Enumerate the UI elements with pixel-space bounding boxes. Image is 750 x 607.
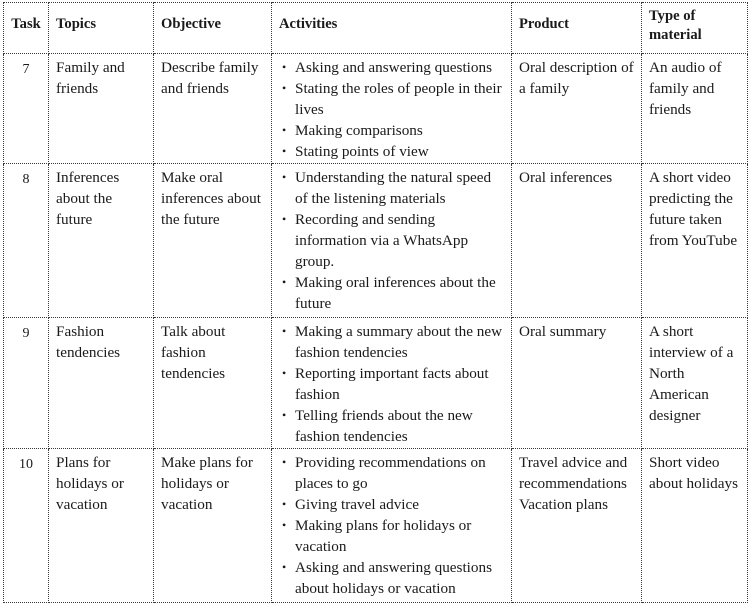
activity-item: • Stating points of view	[279, 141, 505, 162]
table-row	[4, 164, 748, 318]
product-line: Vacation plans	[519, 496, 608, 513]
table-row	[4, 449, 748, 603]
objective-cell: Make oral inferences about the future	[154, 164, 272, 318]
task-table	[3, 2, 748, 603]
header-topics: Topics	[49, 3, 154, 54]
product-line: Travel advice and recommendations	[519, 454, 628, 492]
material-cell: A short video predicting the future taken from YouTube	[642, 164, 748, 318]
task-number: 7	[4, 54, 49, 164]
header-activities: Activities	[272, 3, 512, 54]
header-task: Task	[4, 3, 49, 54]
topic-cell: Fashion tendencies	[49, 318, 154, 449]
product-line: Oral description of a family	[519, 59, 634, 97]
header-product: Product	[512, 3, 642, 54]
material-cell: An audio of family and friends	[642, 54, 748, 164]
topic-cell: Family and friends	[49, 54, 154, 164]
activities-cell	[272, 449, 512, 603]
objective-cell: Describe family and friends	[154, 54, 272, 164]
objective-cell: Make plans for holidays or vacation	[154, 449, 272, 603]
activity-item: • Reporting important facts about fashion	[279, 363, 505, 405]
topic-cell: Plans for holidays or vacation	[49, 449, 154, 603]
activity-item: • Making oral inferences about the future	[279, 272, 505, 314]
topic-cell: Inferences about the future	[49, 164, 154, 318]
activities-list	[279, 321, 505, 447]
activities-list	[279, 57, 505, 162]
activities-cell	[272, 54, 512, 164]
task-number: 10	[4, 449, 49, 603]
activity-item: • Telling friends about the new fashion tendencies	[279, 405, 505, 447]
objective-cell: Talk about fashion tendencies	[154, 318, 272, 449]
activity-item: • Making a summary about the new fashion tendencies	[279, 321, 505, 363]
product-cell	[512, 54, 642, 164]
activity-item: • Providing recommendations on places to go	[279, 452, 505, 494]
product-cell	[512, 449, 642, 603]
table-row	[4, 318, 748, 449]
task-number: 8	[4, 164, 49, 318]
task-table-container	[3, 2, 747, 603]
activities-list	[279, 167, 505, 314]
activity-item: • Making comparisons	[279, 120, 505, 141]
table-header-row	[4, 3, 748, 54]
table-row	[4, 54, 748, 164]
product-cell	[512, 318, 642, 449]
activity-item: • Understanding the natural speed of the listening materials	[279, 167, 505, 209]
product-cell	[512, 164, 642, 318]
activity-item: • Making plans for holidays or vacation	[279, 515, 505, 557]
product-line: Oral inferences	[519, 169, 613, 186]
activity-item: • Stating the roles of people in their lives	[279, 78, 505, 120]
activities-cell	[272, 164, 512, 318]
header-objective: Objective	[154, 3, 272, 54]
task-number: 9	[4, 318, 49, 449]
product-line: Oral summary	[519, 323, 607, 340]
activities-cell	[272, 318, 512, 449]
activity-item: • Recording and sending information via a WhatsApp group.	[279, 209, 505, 272]
activity-item: • Asking and answering questions	[279, 57, 505, 78]
activity-item: • Giving travel advice	[279, 494, 505, 515]
header-type-of-material: Type of material	[642, 3, 748, 54]
activity-item: • Asking and answering questions about holidays or vacation	[279, 557, 505, 599]
material-cell: Short video about holidays	[642, 449, 748, 603]
activities-list	[279, 452, 505, 599]
material-cell: A short interview of a North American designer	[642, 318, 748, 449]
